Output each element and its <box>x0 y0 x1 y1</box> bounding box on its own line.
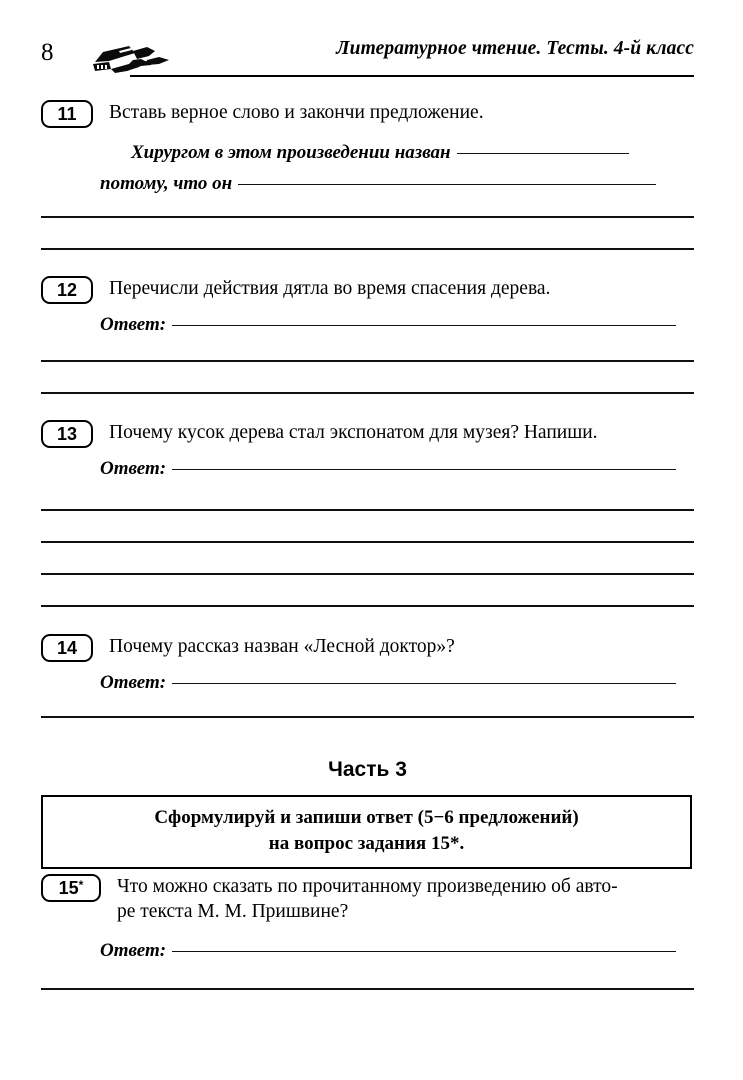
answer-rule[interactable] <box>41 216 694 218</box>
answer-rule[interactable] <box>41 509 694 511</box>
task-instruction-box <box>41 795 692 869</box>
question-number-badge: 14 <box>41 634 93 662</box>
question-prompt: Почему рассказ назван «Лесной доктор»? <box>109 636 455 657</box>
question-15 <box>41 874 694 924</box>
question-14-answer <box>100 670 676 695</box>
answer-rule[interactable] <box>172 683 676 684</box>
header-rule <box>130 75 694 77</box>
fill-sentence-part-2: потому, что он <box>100 173 233 194</box>
page-number: 8 <box>41 39 54 66</box>
fill-sentence-part-1: Хирургом в этом произведении назван <box>131 142 451 163</box>
question-12 <box>41 276 694 301</box>
question-number-badge <box>41 874 101 902</box>
question-number-badge: 12 <box>41 276 93 304</box>
question-prompt: Перечисли действия дятла во время спасения дерева. <box>109 278 551 299</box>
question-11 <box>41 100 694 125</box>
question-13 <box>41 420 694 445</box>
fill-blank-rule[interactable] <box>238 184 656 185</box>
question-number-badge: 13 <box>41 420 93 448</box>
fill-blank-rule[interactable] <box>457 153 629 154</box>
starred-marker: * <box>78 878 84 892</box>
answer-rule[interactable] <box>41 573 694 575</box>
answer-rule[interactable] <box>41 716 694 718</box>
question-number-value: 15 <box>58 878 79 898</box>
task-instruction-line-1: Сформулируй и запиши ответ (5−6 предложений) <box>154 807 579 828</box>
question-13-answer <box>100 456 676 481</box>
answer-rule[interactable] <box>41 392 694 394</box>
question-12-answer <box>100 312 676 337</box>
answer-rule[interactable] <box>41 248 694 250</box>
answer-rule[interactable] <box>41 541 694 543</box>
answer-label: Ответ: <box>100 672 167 693</box>
task-instruction-line-2: на вопрос задания 15*. <box>268 833 465 854</box>
page-header <box>41 38 694 80</box>
answer-rule[interactable] <box>172 325 676 326</box>
question-prompt: Вставь верное слово и закончи предложение. <box>109 102 484 123</box>
answer-rule[interactable] <box>41 605 694 607</box>
question-11-fill-lines <box>41 140 694 196</box>
question-prompt-line-2: ре текста М. М. Пришвине? <box>117 901 349 922</box>
answer-rule[interactable] <box>41 988 694 990</box>
book-with-quill-icon <box>89 40 171 76</box>
question-15-answer <box>100 938 676 963</box>
answer-rule[interactable] <box>172 469 676 470</box>
answer-label: Ответ: <box>100 314 167 335</box>
part-title: Часть 3 <box>328 758 407 781</box>
answer-label: Ответ: <box>100 458 167 479</box>
question-prompt: Почему кусок дерева стал экспонатом для музея? Напиши. <box>109 422 598 443</box>
question-number-badge: 11 <box>41 100 93 128</box>
answer-rule[interactable] <box>172 951 676 952</box>
answer-rule[interactable] <box>41 360 694 362</box>
header-title: Литературное чтение. Тесты. 4-й класс <box>336 38 694 59</box>
question-14 <box>41 634 694 659</box>
answer-label: Ответ: <box>100 940 167 961</box>
question-prompt-line-1: Что можно сказать по прочитанному произведению об авто- <box>117 876 618 897</box>
